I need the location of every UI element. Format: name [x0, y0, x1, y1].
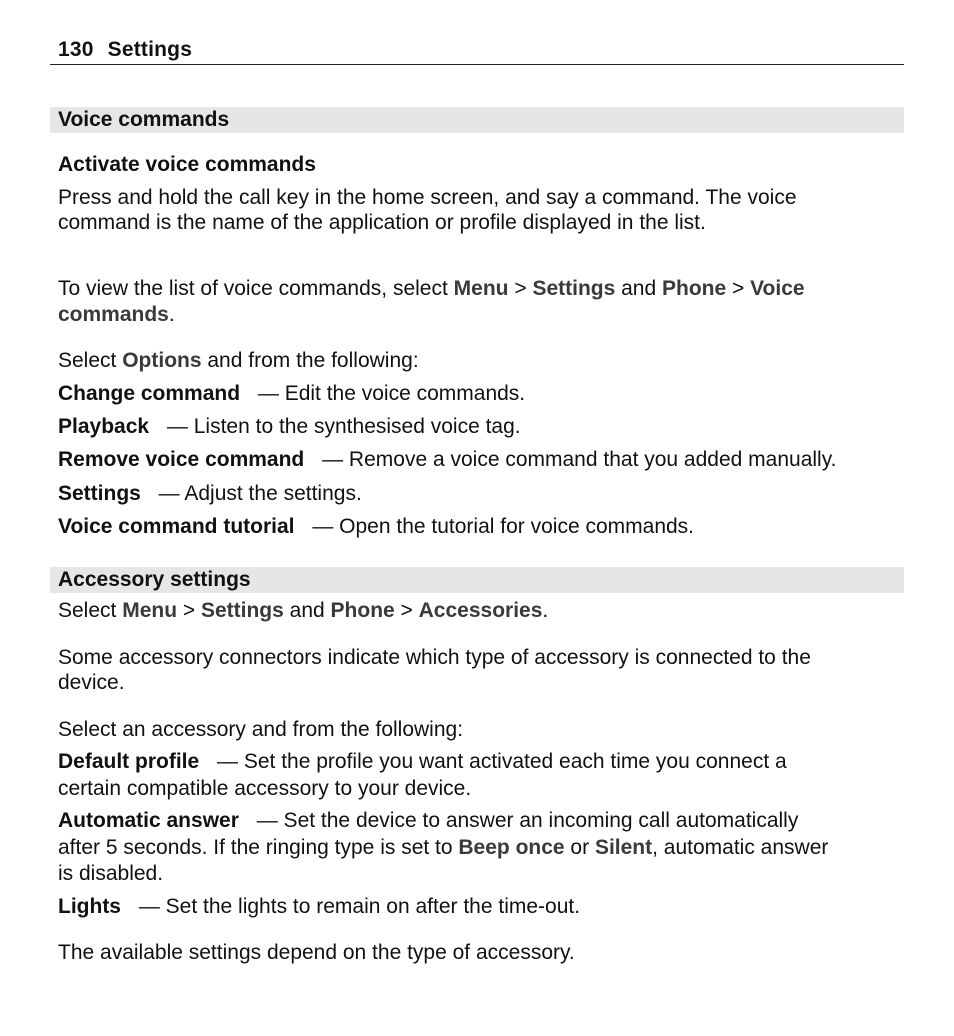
- option-term: Default profile: [58, 750, 200, 773]
- text: and from the following:: [201, 349, 419, 372]
- option-description: — Set the lights to remain on after the time-out.: [133, 895, 581, 918]
- text: after 5 seconds. If the ringing type is set to: [58, 836, 459, 859]
- page-number: 130: [58, 38, 94, 61]
- option-description: — Listen to the synthesised voice tag.: [161, 415, 521, 438]
- list-item: [58, 749, 904, 775]
- list-item: [58, 894, 904, 920]
- paragraph-line: Some accessory connectors indicate which type of accessory is connected to the: [58, 646, 811, 669]
- text: Select: [58, 349, 123, 372]
- option-term: Lights: [58, 895, 121, 918]
- section-title-accessory-settings: Accessory settings: [50, 567, 904, 593]
- text: .: [542, 599, 549, 622]
- paragraph-menu-path: [58, 598, 904, 624]
- text: >: [726, 277, 751, 300]
- text: To view the list of voice commands, select: [58, 277, 454, 300]
- text: or: [564, 836, 595, 859]
- paragraph-menu-path: [58, 276, 904, 302]
- option-description-cont: is disabled.: [58, 862, 164, 885]
- option-description-cont: [58, 835, 904, 861]
- option-description: — Set the profile you want activated each time you connect a: [211, 750, 787, 773]
- list-item: [58, 481, 904, 507]
- text: , automatic answer: [652, 836, 829, 859]
- ui-label-commands: commands: [58, 303, 169, 326]
- paragraph-line: command is the name of the application or profile displayed in the list.: [58, 211, 706, 234]
- option-description: — Open the tutorial for voice commands.: [306, 515, 695, 538]
- paragraph-line: Press and hold the call key in the home screen, and say a command. The voice: [58, 186, 797, 209]
- select-accessory-line: Select an accessory and from the following:: [58, 718, 464, 741]
- option-term: Voice command tutorial: [58, 515, 295, 538]
- subheading-activate-voice-commands: Activate voice commands: [58, 153, 316, 176]
- text: and: [283, 599, 331, 622]
- text: .: [168, 303, 175, 326]
- option-term: Playback: [58, 415, 150, 438]
- ui-label-voice: Voice: [750, 277, 805, 300]
- chapter-title: Settings: [107, 38, 193, 61]
- text: >: [394, 599, 419, 622]
- text: and: [615, 277, 662, 300]
- ui-label-settings: Settings: [532, 277, 616, 300]
- option-description-cont: certain compatible accessory to your device.: [58, 777, 472, 800]
- ui-label-options: Options: [122, 349, 202, 372]
- list-item: [58, 414, 904, 440]
- select-options-line: [58, 348, 904, 374]
- ui-label-settings: Settings: [200, 599, 284, 622]
- ui-label-phone: Phone: [662, 277, 727, 300]
- ui-label-silent: Silent: [594, 836, 653, 859]
- option-description: — Set the device to answer an incoming call automatically: [250, 809, 799, 832]
- paragraph-line: device.: [58, 671, 125, 694]
- ui-label-menu: Menu: [453, 277, 509, 300]
- text: >: [508, 277, 533, 300]
- list-item: [58, 514, 904, 540]
- paragraph-menu-path-cont: [58, 302, 904, 328]
- list-item: [58, 381, 904, 407]
- section-title-voice-commands: Voice commands: [50, 107, 904, 133]
- option-description: — Remove a voice command that you added manually.: [316, 448, 837, 471]
- text: Select: [58, 599, 123, 622]
- ui-label-beep-once: Beep once: [458, 836, 565, 859]
- ui-label-phone: Phone: [330, 599, 395, 622]
- option-term: Settings: [58, 482, 141, 505]
- option-term: Automatic answer: [58, 809, 239, 832]
- ui-label-accessories: Accessories: [418, 599, 543, 622]
- running-header: [50, 36, 904, 65]
- option-description: — Edit the voice commands.: [252, 382, 526, 405]
- option-term: Remove voice command: [58, 448, 305, 471]
- text: >: [177, 599, 201, 622]
- final-note: The available settings depend on the type of accessory.: [58, 941, 575, 964]
- list-item: [58, 808, 904, 834]
- option-description: — Adjust the settings.: [152, 482, 362, 505]
- ui-label-menu: Menu: [122, 599, 178, 622]
- option-term: Change command: [58, 382, 241, 405]
- list-item: [58, 447, 904, 473]
